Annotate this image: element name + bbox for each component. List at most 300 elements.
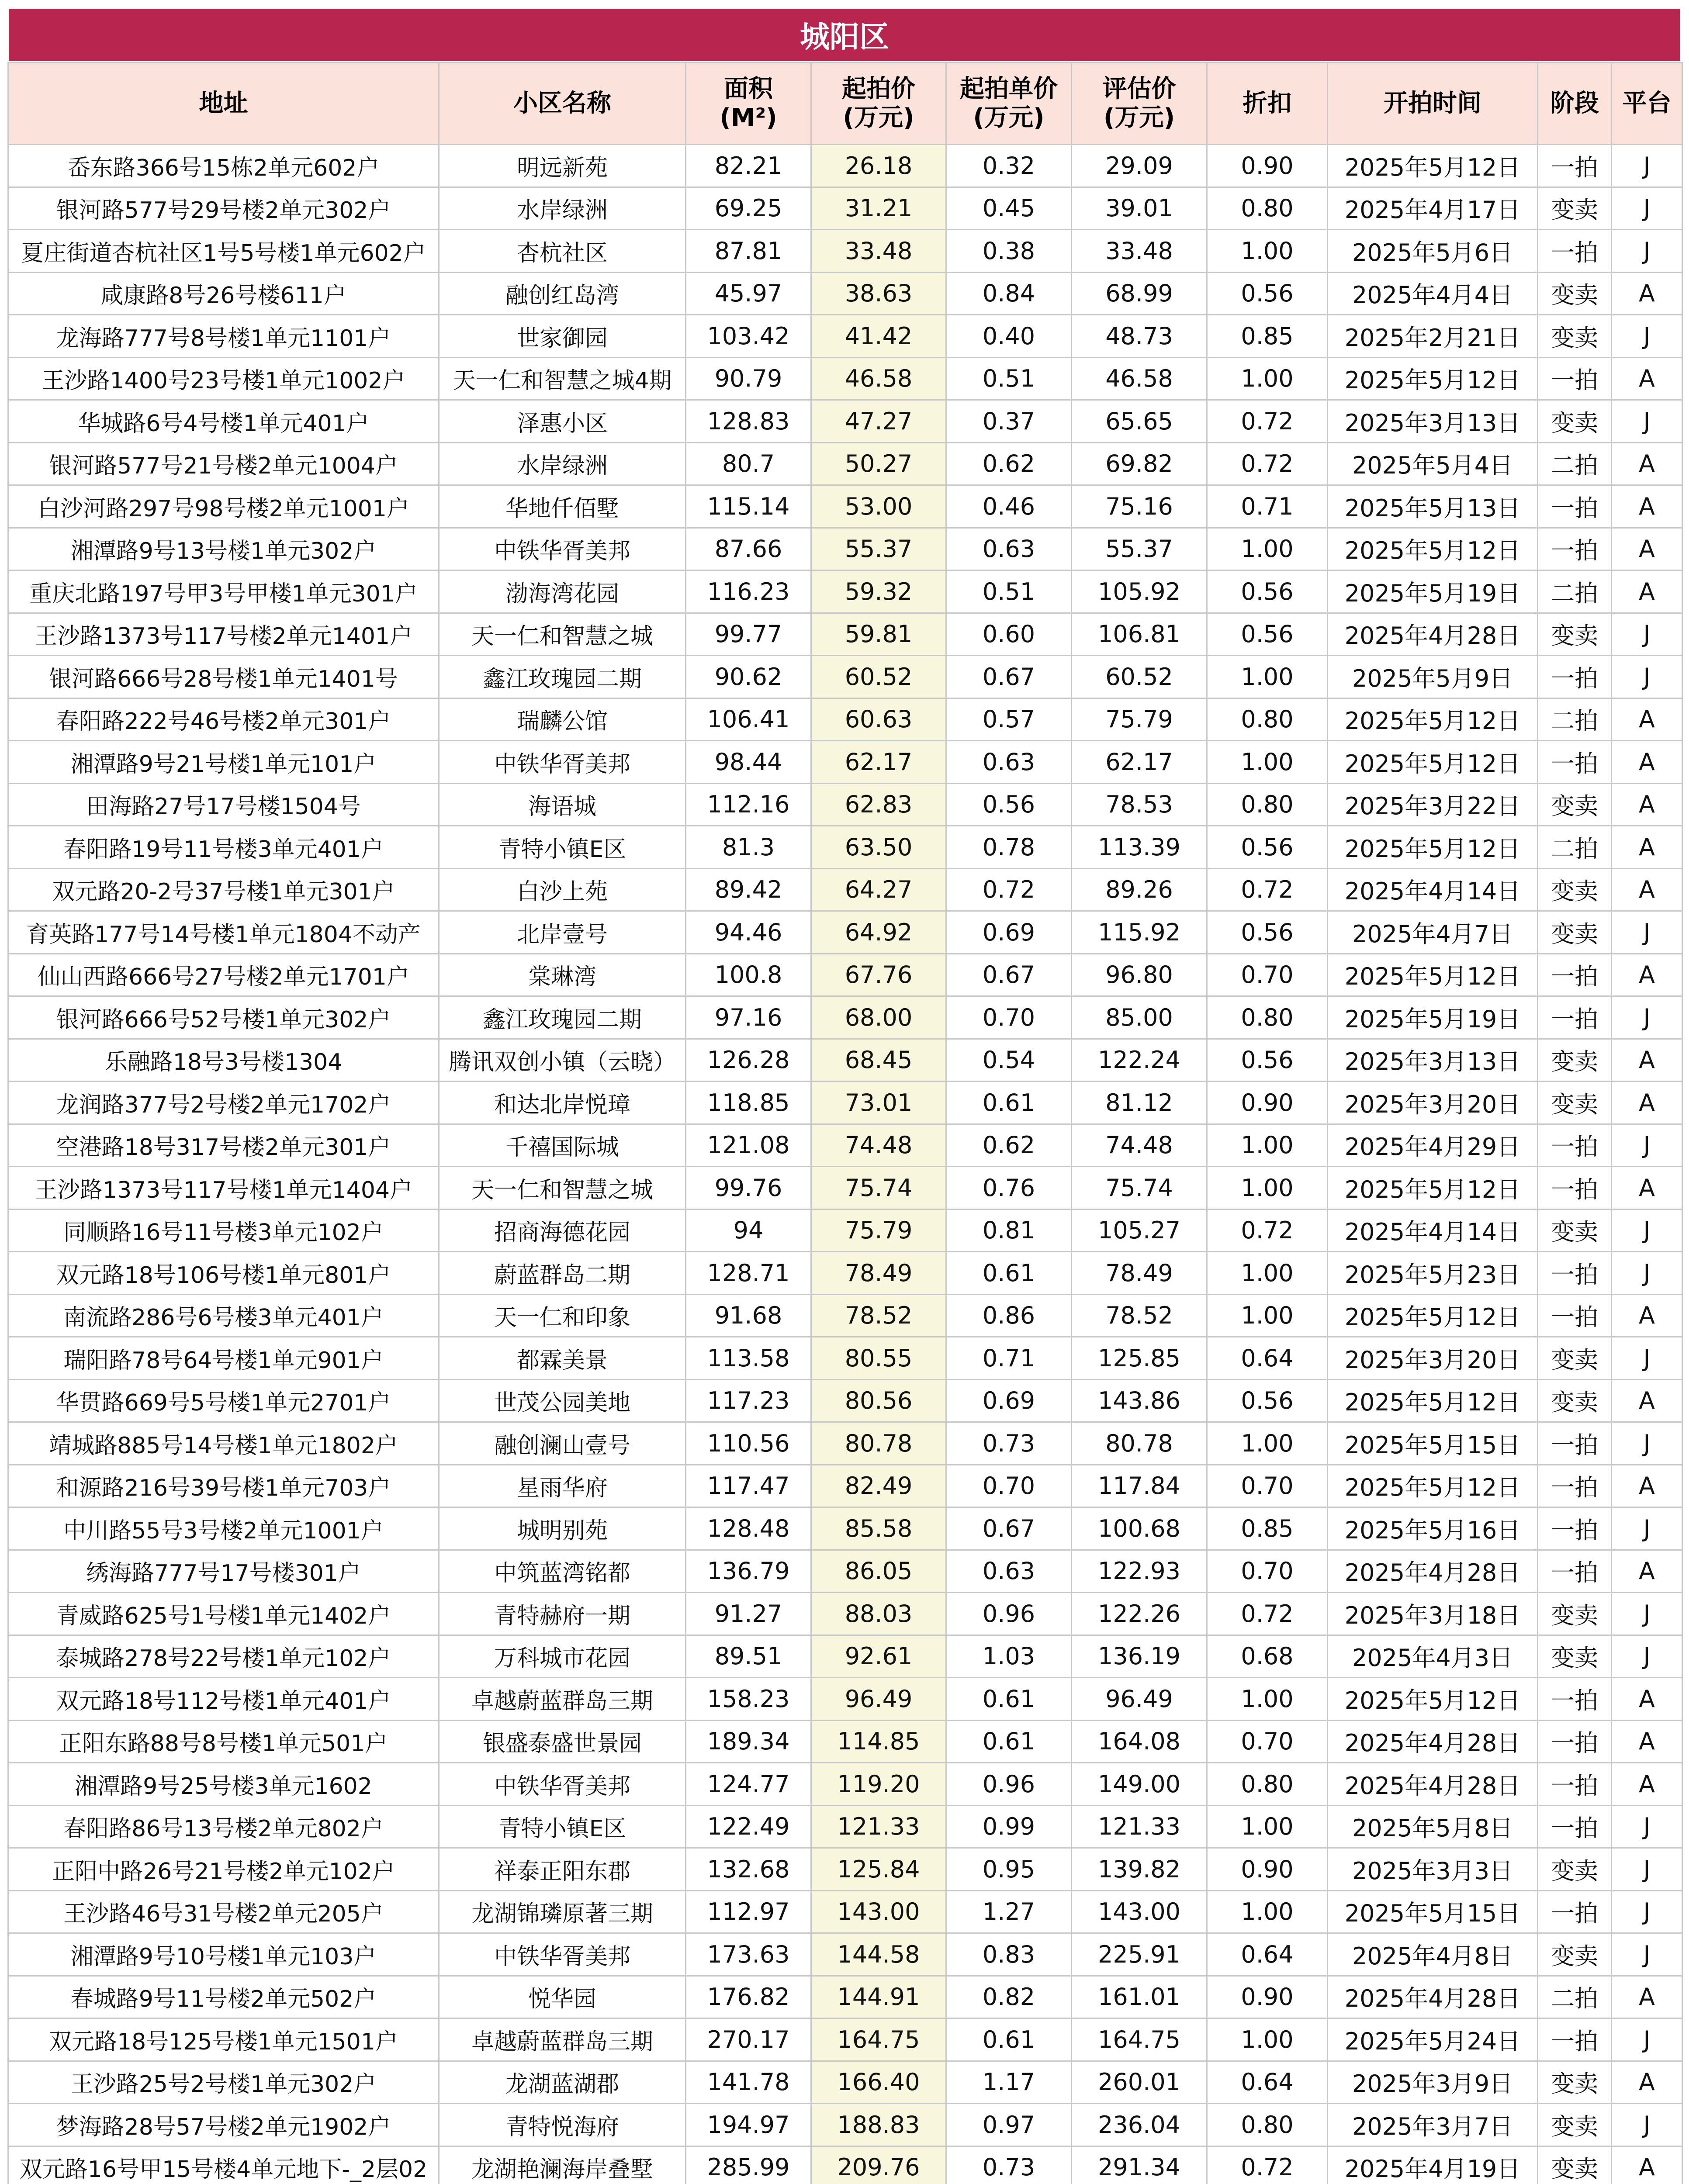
cell-platform: A <box>1612 570 1682 613</box>
cell-discount: 0.72 <box>1207 2146 1328 2184</box>
cell-start-price: 188.83 <box>811 2104 946 2146</box>
cell-area: 98.44 <box>686 741 811 784</box>
cell-unit-price: 0.96 <box>946 1763 1072 1806</box>
table-row <box>8 1252 1682 1295</box>
table-row <box>8 1465 1682 1507</box>
cell-date: 2025年3月3日 <box>1328 1848 1538 1891</box>
cell-start-price: 62.83 <box>811 783 946 826</box>
cell-unit-price: 0.83 <box>946 1933 1072 1976</box>
cell-area: 118.85 <box>686 1082 811 1124</box>
cell-start-price: 60.63 <box>811 698 946 741</box>
cell-platform: J <box>1612 1209 1682 1252</box>
cell-area: 132.68 <box>686 1848 811 1891</box>
cell-date: 2025年3月20日 <box>1328 1337 1538 1380</box>
cell-start-price: 41.42 <box>811 315 946 358</box>
cell-area: 122.49 <box>686 1805 811 1848</box>
cell-appraisal: 136.19 <box>1072 1635 1207 1678</box>
cell-community: 渤海湾花园 <box>439 570 686 613</box>
cell-start-price: 114.85 <box>811 1720 946 1763</box>
cell-discount: 0.80 <box>1207 698 1328 741</box>
table-row <box>8 1976 1682 2018</box>
cell-date: 2025年4月14日 <box>1328 868 1538 911</box>
cell-discount: 0.70 <box>1207 954 1328 996</box>
cell-stage: 变卖 <box>1538 2061 1612 2104</box>
cell-area: 128.71 <box>686 1252 811 1295</box>
table-row <box>8 528 1682 570</box>
cell-community: 青特赫府一期 <box>439 1593 686 1635</box>
cell-address: 双元路18号112号楼1单元401户 <box>8 1678 439 1721</box>
cell-area: 126.28 <box>686 1039 811 1082</box>
cell-address: 银河路666号52号楼1单元302户 <box>8 996 439 1039</box>
cell-unit-price: 0.40 <box>946 315 1072 358</box>
cell-appraisal: 48.73 <box>1072 315 1207 358</box>
cell-community: 中铁华胥美邦 <box>439 1763 686 1806</box>
cell-start-price: 62.17 <box>811 741 946 784</box>
cell-platform: J <box>1612 145 1682 187</box>
cell-stage: 变卖 <box>1538 1082 1612 1124</box>
cell-appraisal: 260.01 <box>1072 2061 1207 2104</box>
cell-stage: 一拍 <box>1538 1890 1612 1933</box>
cell-area: 100.8 <box>686 954 811 996</box>
cell-date: 2025年5月19日 <box>1328 570 1538 613</box>
cell-platform: A <box>1612 1167 1682 1209</box>
cell-appraisal: 117.84 <box>1072 1465 1207 1507</box>
cell-community: 龙湖蓝湖郡 <box>439 2061 686 2104</box>
table-row <box>8 1635 1682 1678</box>
header-start-price: 起拍价 (万元) <box>811 63 946 145</box>
cell-stage: 变卖 <box>1538 783 1612 826</box>
cell-discount: 0.70 <box>1207 1550 1328 1593</box>
cell-platform: A <box>1612 2061 1682 2104</box>
cell-community: 融创红岛湾 <box>439 272 686 315</box>
cell-date: 2025年5月24日 <box>1328 2018 1538 2061</box>
cell-date: 2025年5月15日 <box>1328 1422 1538 1465</box>
cell-platform: J <box>1612 1422 1682 1465</box>
cell-community: 青特小镇E区 <box>439 826 686 869</box>
table-row <box>8 1763 1682 1806</box>
cell-appraisal: 125.85 <box>1072 1337 1207 1380</box>
cell-area: 189.34 <box>686 1720 811 1763</box>
cell-appraisal: 75.74 <box>1072 1167 1207 1209</box>
cell-date: 2025年5月19日 <box>1328 996 1538 1039</box>
cell-appraisal: 96.49 <box>1072 1678 1207 1721</box>
cell-appraisal: 164.08 <box>1072 1720 1207 1763</box>
cell-date: 2025年5月12日 <box>1328 698 1538 741</box>
cell-start-price: 60.52 <box>811 656 946 698</box>
cell-start-price: 46.58 <box>811 357 946 400</box>
cell-unit-price: 0.69 <box>946 911 1072 954</box>
cell-community: 卓越蔚蓝群岛三期 <box>439 1678 686 1721</box>
cell-unit-price: 0.72 <box>946 868 1072 911</box>
cell-date: 2025年5月12日 <box>1328 1678 1538 1721</box>
cell-stage: 变卖 <box>1538 868 1612 911</box>
cell-start-price: 80.78 <box>811 1422 946 1465</box>
cell-date: 2025年4月3日 <box>1328 1635 1538 1678</box>
cell-appraisal: 46.58 <box>1072 357 1207 400</box>
cell-date: 2025年5月12日 <box>1328 1379 1538 1422</box>
cell-stage: 一拍 <box>1538 954 1612 996</box>
cell-address: 双元路16号甲15号楼4单元地下-_2层02 <box>8 2146 439 2184</box>
table-row <box>8 1337 1682 1380</box>
table-row <box>8 1720 1682 1763</box>
cell-stage: 二拍 <box>1538 698 1612 741</box>
table-row <box>8 826 1682 869</box>
cell-start-price: 92.61 <box>811 1635 946 1678</box>
cell-appraisal: 55.37 <box>1072 528 1207 570</box>
cell-stage: 变卖 <box>1538 2104 1612 2146</box>
cell-date: 2025年5月6日 <box>1328 230 1538 273</box>
cell-appraisal: 78.52 <box>1072 1294 1207 1337</box>
table-row <box>8 145 1682 187</box>
cell-unit-price: 0.67 <box>946 656 1072 698</box>
cell-discount: 0.70 <box>1207 1465 1328 1507</box>
cell-start-price: 64.92 <box>811 911 946 954</box>
cell-community: 鑫江玫瑰园二期 <box>439 656 686 698</box>
cell-area: 90.62 <box>686 656 811 698</box>
cell-platform: J <box>1612 1890 1682 1933</box>
cell-start-price: 50.27 <box>811 442 946 485</box>
cell-appraisal: 161.01 <box>1072 1976 1207 2018</box>
cell-discount: 0.90 <box>1207 1848 1328 1891</box>
table-row <box>8 1124 1682 1167</box>
cell-community: 水岸绿洲 <box>439 187 686 230</box>
cell-platform: A <box>1612 1082 1682 1124</box>
cell-discount: 1.00 <box>1207 230 1328 273</box>
cell-community: 蔚蓝群岛二期 <box>439 1252 686 1295</box>
cell-community: 瑞麟公馆 <box>439 698 686 741</box>
cell-appraisal: 113.39 <box>1072 826 1207 869</box>
cell-appraisal: 60.52 <box>1072 656 1207 698</box>
cell-date: 2025年3月22日 <box>1328 783 1538 826</box>
cell-address: 岙东路366号15栋2单元602户 <box>8 145 439 187</box>
cell-area: 87.66 <box>686 528 811 570</box>
cell-stage: 一拍 <box>1538 996 1612 1039</box>
cell-discount: 0.56 <box>1207 272 1328 315</box>
cell-unit-price: 0.51 <box>946 357 1072 400</box>
table-row <box>8 996 1682 1039</box>
cell-community: 鑫江玫瑰园二期 <box>439 996 686 1039</box>
cell-discount: 0.56 <box>1207 570 1328 613</box>
cell-discount: 0.90 <box>1207 1082 1328 1124</box>
cell-discount: 0.72 <box>1207 1593 1328 1635</box>
cell-address: 双元路20-2号37号楼1单元301户 <box>8 868 439 911</box>
cell-discount: 0.56 <box>1207 1379 1328 1422</box>
cell-platform: A <box>1612 1678 1682 1721</box>
cell-appraisal: 105.92 <box>1072 570 1207 613</box>
table-row <box>8 1294 1682 1337</box>
cell-appraisal: 89.26 <box>1072 868 1207 911</box>
cell-address: 湘潭路9号10号楼1单元103户 <box>8 1933 439 1976</box>
cell-stage: 变卖 <box>1538 1635 1612 1678</box>
cell-discount: 0.70 <box>1207 1720 1328 1763</box>
cell-date: 2025年5月12日 <box>1328 954 1538 996</box>
cell-appraisal: 81.12 <box>1072 1082 1207 1124</box>
cell-stage: 一拍 <box>1538 1294 1612 1337</box>
table-row <box>8 315 1682 358</box>
cell-discount: 1.00 <box>1207 1167 1328 1209</box>
cell-stage: 一拍 <box>1538 230 1612 273</box>
cell-discount: 0.90 <box>1207 145 1328 187</box>
cell-unit-price: 0.73 <box>946 1422 1072 1465</box>
cell-date: 2025年3月13日 <box>1328 1039 1538 1082</box>
cell-appraisal: 96.80 <box>1072 954 1207 996</box>
cell-area: 94.46 <box>686 911 811 954</box>
cell-unit-price: 0.95 <box>946 1848 1072 1891</box>
cell-date: 2025年4月19日 <box>1328 2146 1538 2184</box>
table-row <box>8 868 1682 911</box>
cell-area: 103.42 <box>686 315 811 358</box>
cell-discount: 0.85 <box>1207 315 1328 358</box>
cell-start-price: 47.27 <box>811 400 946 443</box>
cell-platform: J <box>1612 2104 1682 2146</box>
cell-stage: 一拍 <box>1538 1805 1612 1848</box>
cell-discount: 1.00 <box>1207 1124 1328 1167</box>
cell-stage: 二拍 <box>1538 442 1612 485</box>
cell-community: 世家御园 <box>439 315 686 358</box>
cell-unit-price: 0.96 <box>946 1593 1072 1635</box>
cell-stage: 一拍 <box>1538 485 1612 528</box>
cell-unit-price: 0.97 <box>946 2104 1072 2146</box>
table-row <box>8 1082 1682 1124</box>
cell-start-price: 68.00 <box>811 996 946 1039</box>
table-row <box>8 2061 1682 2104</box>
cell-appraisal: 62.17 <box>1072 741 1207 784</box>
cell-area: 112.16 <box>686 783 811 826</box>
table-row <box>8 911 1682 954</box>
cell-address: 靖城路885号14号楼1单元1802户 <box>8 1422 439 1465</box>
cell-discount: 0.64 <box>1207 2061 1328 2104</box>
cell-date: 2025年4月8日 <box>1328 1933 1538 1976</box>
cell-start-price: 68.45 <box>811 1039 946 1082</box>
table-row <box>8 230 1682 273</box>
cell-community: 明远新苑 <box>439 145 686 187</box>
cell-unit-price: 0.61 <box>946 1082 1072 1124</box>
cell-date: 2025年4月28日 <box>1328 1976 1538 2018</box>
cell-unit-price: 0.67 <box>946 1507 1072 1550</box>
header-platform: 平台 <box>1612 63 1682 145</box>
cell-platform: A <box>1612 868 1682 911</box>
table-row <box>8 1848 1682 1891</box>
table-row <box>8 1507 1682 1550</box>
cell-address: 绣海路777号17号楼301户 <box>8 1550 439 1593</box>
cell-stage: 变卖 <box>1538 1933 1612 1976</box>
cell-platform: A <box>1612 1763 1682 1806</box>
cell-unit-price: 0.76 <box>946 1167 1072 1209</box>
cell-address: 育英路177号14号楼1单元1804不动产 <box>8 911 439 954</box>
cell-area: 45.97 <box>686 272 811 315</box>
cell-stage: 变卖 <box>1538 2146 1612 2184</box>
cell-unit-price: 1.03 <box>946 1635 1072 1678</box>
cell-date: 2025年5月23日 <box>1328 1252 1538 1295</box>
cell-appraisal: 100.68 <box>1072 1507 1207 1550</box>
cell-platform: A <box>1612 272 1682 315</box>
table-row <box>8 357 1682 400</box>
cell-appraisal: 143.86 <box>1072 1379 1207 1422</box>
cell-community: 华地仟佰墅 <box>439 485 686 528</box>
cell-area: 117.23 <box>686 1379 811 1422</box>
cell-unit-price: 0.69 <box>946 1379 1072 1422</box>
cell-community: 中铁华胥美邦 <box>439 1933 686 1976</box>
table-row <box>8 485 1682 528</box>
cell-stage: 一拍 <box>1538 1422 1612 1465</box>
cell-start-price: 78.52 <box>811 1294 946 1337</box>
cell-platform: A <box>1612 1550 1682 1593</box>
header-date: 开拍时间 <box>1328 63 1538 145</box>
cell-appraisal: 39.01 <box>1072 187 1207 230</box>
cell-community: 招商海德花园 <box>439 1209 686 1252</box>
cell-community: 棠琳湾 <box>439 954 686 996</box>
cell-appraisal: 121.33 <box>1072 1805 1207 1848</box>
cell-stage: 一拍 <box>1538 145 1612 187</box>
cell-address: 王沙路1400号23号楼1单元1002户 <box>8 357 439 400</box>
cell-address: 乐融路18号3号楼1304 <box>8 1039 439 1082</box>
cell-platform: A <box>1612 2146 1682 2184</box>
cell-platform: J <box>1612 656 1682 698</box>
cell-platform: A <box>1612 698 1682 741</box>
cell-appraisal: 149.00 <box>1072 1763 1207 1806</box>
cell-platform: J <box>1612 400 1682 443</box>
cell-area: 141.78 <box>686 2061 811 2104</box>
cell-address: 湘潭路9号25号楼3单元1602 <box>8 1763 439 1806</box>
cell-address: 同顺路16号11号楼3单元102户 <box>8 1209 439 1252</box>
cell-date: 2025年4月28日 <box>1328 1720 1538 1763</box>
cell-address: 白沙河路297号98号楼2单元1001户 <box>8 485 439 528</box>
cell-date: 2025年5月12日 <box>1328 826 1538 869</box>
cell-address: 春阳路222号46号楼2单元301户 <box>8 698 439 741</box>
cell-community: 城明别苑 <box>439 1507 686 1550</box>
cell-community: 天一仁和印象 <box>439 1294 686 1337</box>
cell-platform: J <box>1612 1805 1682 1848</box>
cell-start-price: 86.05 <box>811 1550 946 1593</box>
cell-community: 世茂公园美地 <box>439 1379 686 1422</box>
table-row <box>8 1933 1682 1976</box>
cell-discount: 0.80 <box>1207 187 1328 230</box>
cell-address: 华贯路669号5号楼1单元2701户 <box>8 1379 439 1422</box>
cell-start-price: 78.49 <box>811 1252 946 1295</box>
cell-start-price: 75.79 <box>811 1209 946 1252</box>
cell-discount: 1.00 <box>1207 656 1328 698</box>
cell-area: 69.25 <box>686 187 811 230</box>
cell-start-price: 82.49 <box>811 1465 946 1507</box>
cell-stage: 一拍 <box>1538 1678 1612 1721</box>
cell-unit-price: 0.71 <box>946 1337 1072 1380</box>
cell-platform: A <box>1612 528 1682 570</box>
cell-unit-price: 0.78 <box>946 826 1072 869</box>
cell-address: 龙海路777号8号楼1单元1101户 <box>8 315 439 358</box>
district-title: 城阳区 <box>7 7 1682 62</box>
cell-unit-price: 0.46 <box>946 485 1072 528</box>
cell-appraisal: 74.48 <box>1072 1124 1207 1167</box>
cell-appraisal: 122.24 <box>1072 1039 1207 1082</box>
cell-area: 115.14 <box>686 485 811 528</box>
cell-area: 110.56 <box>686 1422 811 1465</box>
cell-stage: 变卖 <box>1538 187 1612 230</box>
cell-address: 梦海路28号57号楼2单元1902户 <box>8 2104 439 2146</box>
cell-start-price: 85.58 <box>811 1507 946 1550</box>
cell-platform: J <box>1612 230 1682 273</box>
cell-discount: 0.56 <box>1207 613 1328 656</box>
table-row <box>8 2146 1682 2184</box>
table-row <box>8 1805 1682 1848</box>
table-row <box>8 1890 1682 1933</box>
cell-appraisal: 78.49 <box>1072 1252 1207 1295</box>
header-area: 面积 (M²) <box>686 63 811 145</box>
cell-stage: 变卖 <box>1538 400 1612 443</box>
cell-community: 天一仁和智慧之城4期 <box>439 357 686 400</box>
cell-community: 白沙上苑 <box>439 868 686 911</box>
cell-discount: 1.00 <box>1207 2018 1328 2061</box>
cell-appraisal: 122.93 <box>1072 1550 1207 1593</box>
cell-community: 中筑蓝湾铭都 <box>439 1550 686 1593</box>
cell-area: 158.23 <box>686 1678 811 1721</box>
cell-community: 万科城市花园 <box>439 1635 686 1678</box>
cell-appraisal: 236.04 <box>1072 2104 1207 2146</box>
cell-unit-price: 0.61 <box>946 1252 1072 1295</box>
cell-appraisal: 143.00 <box>1072 1890 1207 1933</box>
cell-date: 2025年3月20日 <box>1328 1082 1538 1124</box>
cell-address: 王沙路1373号117号楼2单元1401户 <box>8 613 439 656</box>
cell-stage: 变卖 <box>1538 1209 1612 1252</box>
cell-platform: J <box>1612 911 1682 954</box>
cell-address: 中川路55号3号楼2单元1001户 <box>8 1507 439 1550</box>
cell-stage: 变卖 <box>1538 315 1612 358</box>
cell-stage: 变卖 <box>1538 1337 1612 1380</box>
cell-address: 和源路216号39号楼1单元703户 <box>8 1465 439 1507</box>
cell-start-price: 121.33 <box>811 1805 946 1848</box>
cell-start-price: 64.27 <box>811 868 946 911</box>
cell-community: 和达北岸悦璋 <box>439 1082 686 1124</box>
cell-address: 王沙路25号2号楼1单元302户 <box>8 2061 439 2104</box>
cell-address: 华城路6号4号楼1单元401户 <box>8 400 439 443</box>
cell-discount: 1.00 <box>1207 1805 1328 1848</box>
cell-address: 双元路18号125号楼1单元1501户 <box>8 2018 439 2061</box>
cell-community: 中铁华胥美邦 <box>439 741 686 784</box>
cell-discount: 1.00 <box>1207 528 1328 570</box>
cell-discount: 0.64 <box>1207 1933 1328 1976</box>
cell-unit-price: 0.61 <box>946 2018 1072 2061</box>
cell-date: 2025年4月28日 <box>1328 613 1538 656</box>
cell-community: 龙湖艳澜海岸叠墅 <box>439 2146 686 2184</box>
cell-stage: 一拍 <box>1538 741 1612 784</box>
cell-date: 2025年5月12日 <box>1328 1294 1538 1337</box>
cell-appraisal: 69.82 <box>1072 442 1207 485</box>
cell-start-price: 164.75 <box>811 2018 946 2061</box>
cell-community: 银盛泰盛世景园 <box>439 1720 686 1763</box>
cell-community: 都霖美景 <box>439 1337 686 1380</box>
cell-start-price: 26.18 <box>811 145 946 187</box>
cell-address: 泰城路278号22号楼1单元102户 <box>8 1635 439 1678</box>
cell-area: 82.21 <box>686 145 811 187</box>
cell-platform: A <box>1612 1294 1682 1337</box>
table-row <box>8 1678 1682 1721</box>
cell-platform: A <box>1612 1976 1682 2018</box>
cell-stage: 二拍 <box>1538 826 1612 869</box>
cell-start-price: 125.84 <box>811 1848 946 1891</box>
cell-unit-price: 0.54 <box>946 1039 1072 1082</box>
cell-unit-price: 0.67 <box>946 954 1072 996</box>
cell-start-price: 38.63 <box>811 272 946 315</box>
cell-date: 2025年3月9日 <box>1328 2061 1538 2104</box>
cell-unit-price: 0.82 <box>946 1976 1072 2018</box>
cell-area: 112.97 <box>686 1890 811 1933</box>
cell-date: 2025年5月15日 <box>1328 1890 1538 1933</box>
table-row <box>8 2018 1682 2061</box>
cell-address: 青威路625号1号楼1单元1402户 <box>8 1593 439 1635</box>
cell-discount: 0.56 <box>1207 826 1328 869</box>
cell-unit-price: 0.86 <box>946 1294 1072 1337</box>
cell-community: 千禧国际城 <box>439 1124 686 1167</box>
cell-address: 春阳路19号11号楼3单元401户 <box>8 826 439 869</box>
